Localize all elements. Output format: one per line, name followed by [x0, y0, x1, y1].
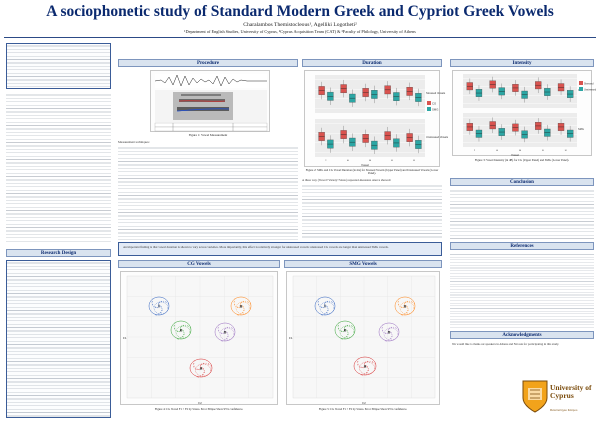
data-point [357, 362, 358, 363]
data-point [323, 307, 324, 308]
data-point [321, 307, 322, 308]
data-point [347, 331, 348, 332]
data-point [349, 325, 350, 326]
logo-name: University of Cyprus [550, 383, 592, 400]
panel-label: Stressed Vowels [426, 92, 446, 95]
data-point [208, 364, 209, 365]
data-point [411, 301, 412, 302]
data-point [183, 332, 184, 333]
data-point [391, 336, 392, 337]
data-point [391, 334, 392, 335]
x-axis-label: F2 [198, 401, 202, 405]
data-point [158, 303, 161, 309]
data-point [393, 327, 394, 328]
x-axis-label: F2 [362, 401, 366, 405]
poster-authors: Charalambos Themistocleous¹, Agelliki Logotheti² [243, 22, 357, 28]
data-point [193, 364, 194, 365]
data-point [193, 363, 194, 364]
poster-affiliations: ¹Department of English Studies, University of Cyprus, ²Cyprus Acquisition Team (CAT) & ³Faculty of Philology, University of Athens [184, 29, 416, 34]
x-tick-label: u [413, 158, 415, 162]
figure-5-caption: Figure 5: CG Vowel F1 × F2 by Stress. Error Ellipse Show 95% confidence. [318, 407, 408, 411]
data-point [185, 325, 186, 326]
data-point [203, 374, 204, 375]
data-point [329, 301, 330, 302]
data-point [324, 303, 327, 309]
references-list [450, 253, 594, 329]
data-point [338, 326, 339, 327]
university-logo [520, 378, 596, 418]
data-point [341, 331, 342, 332]
data-point [204, 370, 205, 371]
data-point [358, 364, 359, 365]
data-point [242, 312, 243, 313]
data-point [182, 336, 183, 337]
data-point [372, 361, 373, 362]
x-tick-label: a [369, 158, 371, 162]
data-point [243, 310, 244, 311]
intensity-chart [452, 70, 597, 157]
data-point [407, 310, 408, 311]
x-tick-label: a [519, 148, 521, 152]
data-point [218, 327, 219, 328]
data-point [229, 327, 230, 328]
vowel-label: o [387, 329, 391, 335]
legend-label: CG [432, 101, 437, 106]
data-point [331, 301, 332, 302]
data-point [161, 307, 162, 308]
key-finding-box: An important finding is that vowel duration is shown to vary across varieties. More importantly, this effect is relatively stronger for unstressed vowels: unstressed CG vowels are longer than unstressed SMG vowels. [118, 242, 442, 256]
data-point [195, 368, 196, 369]
data-point [398, 302, 399, 303]
panel-label: SMG [578, 128, 584, 131]
duration-heading: Duration [302, 59, 442, 67]
data-point [232, 328, 233, 329]
data-point [367, 372, 368, 373]
data-point [187, 325, 188, 326]
data-point [166, 302, 167, 303]
x-tick-label: i [474, 148, 475, 152]
cg-vowels-heading: CG Vowels [118, 260, 280, 268]
data-point [366, 372, 367, 373]
data-point [234, 304, 235, 305]
data-point [174, 325, 175, 326]
data-point [407, 307, 408, 308]
data-point [231, 327, 232, 328]
data-point [401, 307, 402, 308]
data-point [409, 301, 410, 302]
data-point [368, 368, 369, 369]
panel-1 [315, 119, 449, 162]
data-point [351, 325, 352, 326]
x-axis-label: Vowel [360, 163, 370, 167]
duration-intro: A three way (Vowel×Variety×Stress) repeated-measures Anova showed: [302, 178, 442, 182]
x-tick-label: e [347, 158, 349, 162]
data-point [218, 330, 219, 331]
poster-title: A sociophonetic study of Standard Modern Greek and Cypriot Greek Vowels [46, 3, 554, 20]
data-point [237, 307, 238, 308]
data-point [372, 362, 373, 363]
data-point [327, 308, 328, 309]
data-point [183, 331, 184, 332]
data-point [385, 333, 386, 334]
data-point [382, 327, 383, 328]
data-point [218, 328, 219, 329]
x-tick-label: o [391, 158, 393, 162]
data-point [208, 363, 209, 364]
introduction-text [6, 93, 111, 243]
data-point [382, 328, 383, 329]
figure-2-caption: Figure 2: SMG and CG Vowel Duration (in ms) for Stressed Vowels (Upper Panel) and Unstressed Vowels (Lower Panel). [305, 168, 439, 176]
data-point [338, 328, 339, 329]
data-point [390, 338, 391, 339]
data-point [338, 325, 339, 326]
data-point [243, 307, 244, 308]
data-point [347, 334, 348, 335]
data-point [203, 369, 204, 370]
vowel-label: a [363, 363, 367, 369]
duration-chart [304, 70, 449, 167]
spectrogram-figure [150, 70, 270, 132]
data-point [221, 333, 222, 334]
data-point [227, 334, 228, 335]
references-heading: References [450, 242, 594, 250]
x-tick-label: u [564, 148, 567, 152]
panel-0 [315, 75, 446, 113]
data-point [157, 307, 158, 308]
data-point [245, 301, 246, 302]
data-point [407, 308, 408, 309]
figure-3-caption: Figure 3: Vowel Intensity (in dB) for CG (Upper Panel) and SMG (Lower Panel). [474, 158, 570, 162]
data-point [396, 328, 397, 329]
conclusion-heading: Conclusion [450, 178, 594, 186]
data-point [243, 308, 244, 309]
figure-4-caption: Figure 4: CG Vowel F1 × F2 by Stress. Error Ellipse Show 95% confidence. [154, 407, 244, 411]
data-point [227, 336, 228, 337]
data-point [227, 333, 228, 334]
vowel-label: i [158, 303, 160, 309]
data-point [391, 333, 392, 334]
header-divider [4, 37, 596, 38]
data-point [197, 369, 198, 370]
data-point [161, 308, 162, 309]
data-point [155, 307, 156, 308]
legend-swatch [579, 81, 583, 85]
data-point [318, 301, 319, 302]
data-point [202, 374, 203, 375]
data-point [183, 334, 184, 335]
acknowledgments-text: We would like to thank our speakers in Athens and Nicosia for participating in this study. [452, 342, 560, 346]
data-point [152, 304, 153, 305]
data-point [247, 301, 248, 302]
data-point [361, 367, 362, 368]
legend-label: SMG [432, 107, 439, 112]
data-point [234, 302, 235, 303]
data-point [204, 372, 205, 373]
data-point [395, 327, 396, 328]
x-tick-label: o [541, 148, 544, 152]
data-point [160, 312, 161, 313]
data-point [327, 310, 328, 311]
vowel-label: a [199, 365, 203, 371]
legend-swatch [427, 101, 431, 105]
data-point [332, 302, 333, 303]
data-point [206, 363, 207, 364]
data-point [398, 301, 399, 302]
smg-vowel-plot [286, 271, 440, 405]
x-tick-label: e [496, 148, 499, 152]
data-point [382, 330, 383, 331]
data-point [352, 326, 353, 327]
y-axis-label: F1 [123, 336, 127, 340]
data-point [234, 301, 235, 302]
procedure-text [118, 140, 298, 240]
x-axis-label: Vowel [510, 153, 520, 157]
data-point [161, 310, 162, 311]
data-point [346, 336, 347, 337]
data-point [226, 338, 227, 339]
research-design-heading: Research Design [6, 249, 111, 257]
data-point [318, 302, 319, 303]
duration-text [302, 178, 442, 238]
vowel-label: u [239, 303, 243, 309]
vowel-label: u [403, 303, 407, 309]
legend-label: Stressed [584, 82, 594, 86]
vowel-label: i [324, 303, 326, 309]
data-point [194, 366, 195, 367]
panel-label: Unstressed Vowels [426, 136, 449, 139]
vowel-label: e [343, 327, 347, 333]
data-point [326, 312, 327, 313]
data-point [367, 367, 368, 368]
legend-swatch [579, 87, 583, 91]
data-point [152, 301, 153, 302]
data-point [357, 361, 358, 362]
panel-0 [463, 74, 582, 108]
cg-vowel-plot [120, 271, 278, 405]
conclusion-text [450, 189, 594, 239]
intensity-heading: Intensity [450, 59, 594, 67]
data-point [368, 370, 369, 371]
data-point [370, 361, 371, 362]
data-point [347, 332, 348, 333]
vowel-label: e [179, 327, 183, 333]
smg-vowels-heading: SMG Vowels [284, 260, 442, 268]
data-point [174, 326, 175, 327]
data-point [165, 301, 166, 302]
vowel-label: o [223, 329, 227, 335]
crest-icon [520, 378, 550, 414]
data-point [406, 312, 407, 313]
data-point [152, 302, 153, 303]
data-point [177, 331, 178, 332]
data-point [327, 307, 328, 308]
data-point [398, 304, 399, 305]
abstract-box [6, 43, 111, 89]
legend-swatch [427, 107, 431, 111]
data-point [163, 301, 164, 302]
y-axis-label: F1 [289, 336, 293, 340]
legend-label: Unstressed [584, 88, 597, 92]
data-point [188, 326, 189, 327]
logo-small: Πανεπιστήμιο Κύπρου [550, 408, 578, 412]
data-point [318, 304, 319, 305]
figure-1-caption: Figure 1: Vowel Measurement [188, 133, 228, 137]
data-point [248, 302, 249, 303]
procedure-heading: Procedure [118, 59, 298, 67]
panel-1 [463, 113, 584, 152]
research-design-box [6, 260, 111, 418]
procedure-intro: Measurement techniques: [118, 140, 178, 144]
data-point [174, 328, 175, 329]
data-point [412, 302, 413, 303]
data-point [359, 366, 360, 367]
x-tick-label: i [325, 158, 327, 162]
acknowledgments-heading: Acknowledgments [450, 331, 594, 339]
